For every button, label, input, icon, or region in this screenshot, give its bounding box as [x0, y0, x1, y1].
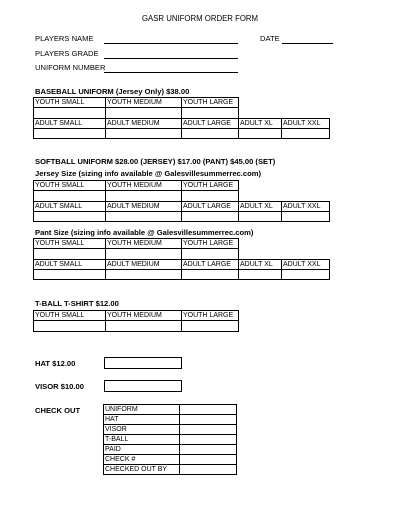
softball-pant-heading: Pant Size (sizing info available @ Galesvillesummerrec.com) — [35, 228, 254, 237]
hat-label: HAT $12.00 — [35, 359, 76, 368]
qty-cell[interactable] — [34, 321, 106, 332]
qty-cell[interactable] — [34, 108, 106, 119]
qty-cell[interactable] — [182, 129, 239, 139]
qty-cell[interactable] — [239, 129, 282, 139]
size-youth-medium: YOUTH MEDIUM — [106, 98, 182, 108]
qty-cell[interactable] — [182, 191, 239, 202]
hat-qty-box[interactable] — [104, 357, 182, 369]
qty-cell[interactable] — [34, 270, 106, 280]
qty-cell[interactable] — [34, 191, 106, 202]
qty-cell[interactable] — [182, 249, 239, 260]
qty-cell[interactable] — [282, 129, 330, 139]
qty-cell[interactable] — [239, 270, 282, 280]
qty-cell[interactable] — [106, 249, 182, 260]
uniform-number-label: UNIFORM NUMBER — [35, 63, 106, 72]
date-field[interactable] — [282, 43, 333, 44]
visor-label: VISOR $10.00 — [35, 382, 84, 391]
size-youth-medium: YOUTH MEDIUM — [106, 239, 182, 249]
checkout-checked-out-by: CHECKED OUT BY — [104, 465, 180, 475]
form-title: GASR UNIFORM ORDER FORM — [141, 14, 259, 23]
size-youth-large: YOUTH LARGE — [182, 98, 239, 108]
checkout-paid: PAID — [104, 445, 180, 455]
qty-cell[interactable] — [182, 321, 239, 332]
size-adult-small: ADULT SMALL — [34, 202, 106, 212]
softball-jersey-table — [33, 180, 330, 222]
qty-cell[interactable] — [182, 270, 239, 280]
softball-jersey-heading: Jersey Size (sizing info available @ Galesvillesummerrec.com) — [35, 169, 262, 178]
qty-cell[interactable] — [34, 129, 106, 139]
checkout-tball: T-BALL — [104, 435, 180, 445]
checkout-uniform: UNIFORM — [104, 405, 180, 415]
players-grade-label: PLAYERS GRADE — [35, 49, 99, 58]
size-adult-small: ADULT SMALL — [34, 260, 106, 270]
qty-cell[interactable] — [106, 270, 182, 280]
qty-cell[interactable] — [106, 129, 182, 139]
size-adult-xl: ADULT XL — [239, 260, 282, 270]
size-youth-small: YOUTH SMALL — [34, 239, 106, 249]
size-youth-small: YOUTH SMALL — [34, 98, 106, 108]
size-adult-large: ADULT LARGE — [182, 202, 239, 212]
checkout-value-cell[interactable] — [180, 425, 237, 435]
players-name-field[interactable] — [104, 43, 238, 44]
checkout-value-cell[interactable] — [180, 455, 237, 465]
qty-cell[interactable] — [34, 249, 106, 260]
checkout-value-cell[interactable] — [180, 405, 237, 415]
size-adult-xxl: ADULT XXL — [282, 119, 330, 129]
baseball-heading: BASEBALL UNIFORM (Jersey Only) $38.00 — [35, 87, 190, 96]
size-adult-large: ADULT LARGE — [182, 260, 239, 270]
size-youth-small: YOUTH SMALL — [34, 181, 106, 191]
size-adult-medium: ADULT MEDIUM — [106, 202, 182, 212]
tball-size-table — [33, 310, 239, 332]
size-adult-medium: ADULT MEDIUM — [106, 260, 182, 270]
checkout-visor: VISOR — [104, 425, 180, 435]
size-youth-medium: YOUTH MEDIUM — [106, 181, 182, 191]
checkout-hat: HAT — [104, 415, 180, 425]
qty-cell[interactable] — [106, 108, 182, 119]
size-adult-xl: ADULT XL — [239, 119, 282, 129]
checkout-label: CHECK OUT — [35, 406, 81, 415]
softball-pant-table — [33, 238, 330, 280]
size-youth-large: YOUTH LARGE — [182, 239, 239, 249]
qty-cell[interactable] — [106, 191, 182, 202]
size-adult-xl: ADULT XL — [239, 202, 282, 212]
qty-cell[interactable] — [282, 270, 330, 280]
qty-cell[interactable] — [106, 212, 182, 222]
players-name-label: PLAYERS NAME — [35, 34, 94, 43]
size-youth-medium: YOUTH MEDIUM — [106, 311, 182, 321]
tball-heading: T-BALL T-SHIRT $12.00 — [35, 299, 119, 308]
checkout-value-cell[interactable] — [180, 465, 237, 475]
checkout-check-number: CHECK # — [104, 455, 180, 465]
qty-cell[interactable] — [239, 212, 282, 222]
qty-cell[interactable] — [282, 212, 330, 222]
players-grade-field[interactable] — [104, 58, 238, 59]
size-adult-large: ADULT LARGE — [182, 119, 239, 129]
qty-cell[interactable] — [182, 108, 239, 119]
date-label: DATE — [260, 34, 280, 43]
checkout-value-cell[interactable] — [180, 435, 237, 445]
checkout-value-cell[interactable] — [180, 445, 237, 455]
checkout-table — [103, 404, 237, 475]
visor-qty-box[interactable] — [104, 380, 182, 392]
size-youth-large: YOUTH LARGE — [182, 311, 239, 321]
size-adult-small: ADULT SMALL — [34, 119, 106, 129]
size-adult-medium: ADULT MEDIUM — [106, 119, 182, 129]
size-adult-xxl: ADULT XXL — [282, 202, 330, 212]
qty-cell[interactable] — [106, 321, 182, 332]
baseball-size-table — [33, 97, 330, 139]
checkout-value-cell[interactable] — [180, 415, 237, 425]
uniform-number-field[interactable] — [104, 72, 238, 73]
size-youth-large: YOUTH LARGE — [182, 181, 239, 191]
size-adult-xxl: ADULT XXL — [282, 260, 330, 270]
qty-cell[interactable] — [34, 212, 106, 222]
softball-heading: SOFTBALL UNIFORM $28.00 (JERSEY) $17.00 (PANT) $45.00 (SET) — [35, 157, 276, 166]
size-youth-small: YOUTH SMALL — [34, 311, 106, 321]
qty-cell[interactable] — [182, 212, 239, 222]
